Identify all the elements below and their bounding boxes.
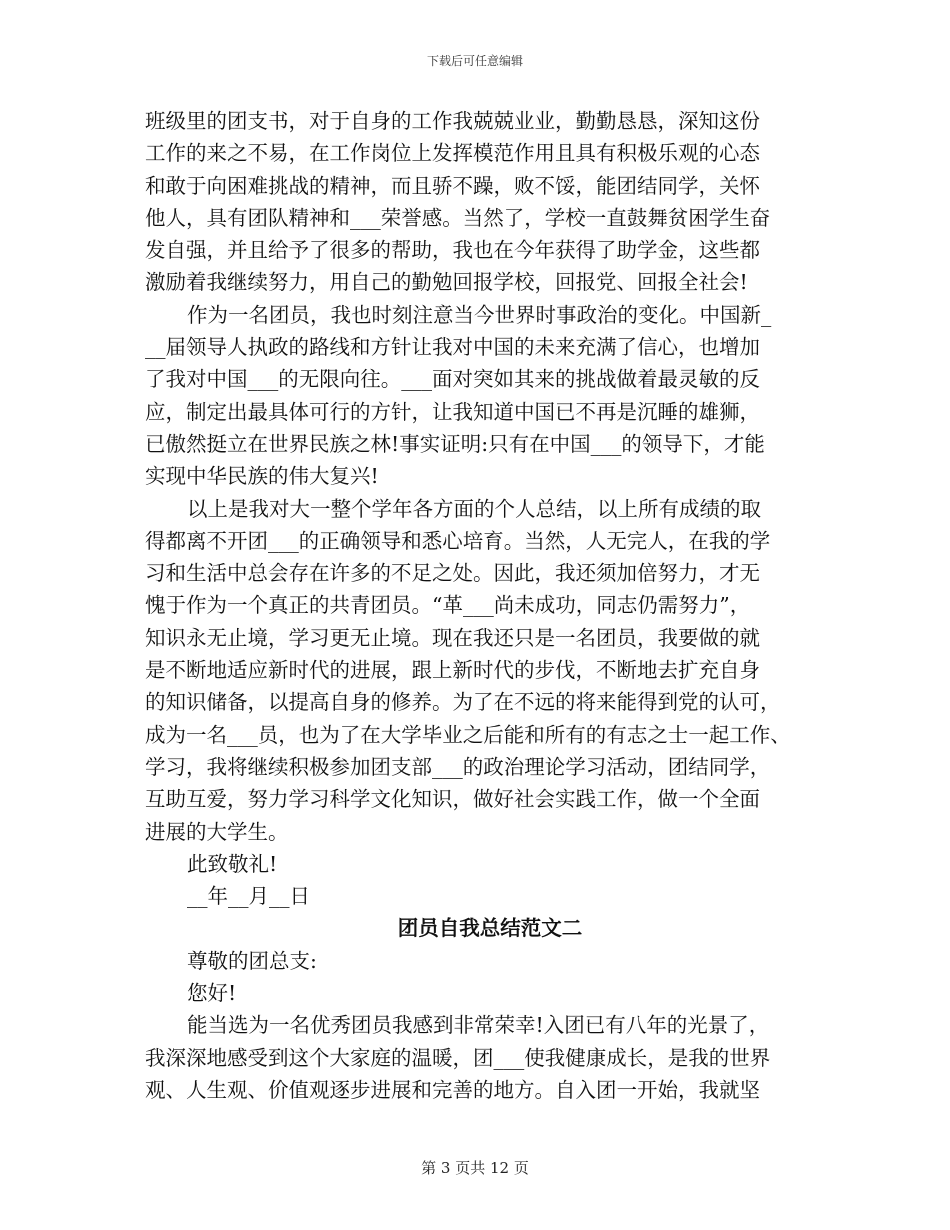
text-line: 实现中华民族的伟大复兴! [145, 464, 379, 489]
text-line: 作为一名团员，我也时刻注意当今世界时事政治的变化。中国新_ [187, 302, 772, 327]
text-line: 发自强，并且给予了很多的帮助，我也在今年获得了助学金，这些都 [145, 238, 760, 263]
text-line: 习和生活中总会存在许多的不足之处。因此，我还须加倍努力，才无 [145, 561, 760, 586]
section-heading: 团员自我总结范文二 [397, 916, 583, 941]
text-line: 成为一名___员，也为了在大学毕业之后能和所有的有志之士一起工作、 [145, 722, 791, 747]
page-footer: 第 3 页共 12 页 [421, 1159, 529, 1177]
text-line: 您好! [187, 981, 237, 1006]
text-line: 学习，我将继续积极参加团支部___的政治理论学习活动，团结同学， [145, 754, 771, 779]
text-line: 进展的大学生。 [145, 819, 289, 844]
text-line: 我深深地感受到这个大家庭的温暖，团___使我健康成长，是我的世界 [145, 1045, 771, 1070]
text-line: __届领导人执政的路线和方针让我对中国的未来充满了信心，也增加 [145, 335, 760, 360]
page-header: 下载后可任意编辑 [426, 54, 523, 68]
text-line: 知识永无止境，学习更无止境。现在我还只是一名团员，我要做的就 [145, 625, 760, 650]
text-line: 和敢于向困难挑战的精神，而且骄不躁，败不馁，能团结同学，关怀 [145, 173, 760, 198]
text-line: 他人，具有团队精神和___荣誉感。当然了，学校一直鼓舞贫困学生奋 [145, 205, 771, 230]
text-line: 互助互爱，努力学习科学文化知识，做好社会实践工作，做一个全面 [145, 787, 760, 812]
text-line: __年__月__日 [187, 884, 310, 909]
text-line: 班级里的团支书，对于自身的工作我兢兢业业，勤勤恳恳，深知这份 [145, 109, 760, 133]
text-line: 的知识储备，以提高自身的修养。为了在不远的将来能得到党的认可， [145, 690, 781, 715]
text-line: 此致敬礼! [187, 851, 278, 876]
text-line: 愧于作为一个真正的共青团员。“革___尚未成功，同志仍需努力”， [145, 593, 751, 618]
text-line: 已傲然挺立在世界民族之林!事实证明:只有在中国___的领导下，才能 [145, 431, 765, 456]
text-line: 得都离不开团___的正确领导和悉心培育。当然，人无完人，在我的学 [145, 528, 771, 553]
text-line: 工作的来之不易，在工作岗位上发挥模范作用且具有积极乐观的心态 [145, 141, 760, 166]
document-body [145, 105, 835, 1106]
text-line: 尊敬的团总支: [187, 948, 317, 973]
text-line: 以上是我对大一整个学年各方面的个人总结，以上所有成绩的取 [187, 496, 761, 521]
text-line: 观、人生观、价值观逐步进展和完善的地方。自入团一开始，我就坚 [145, 1077, 760, 1102]
text-line: 是不断地适应新时代的进展，跟上新时代的步伐，不断地去扩充自身 [145, 658, 760, 683]
text-line: 激励着我继续努力，用自己的勤勉回报学校，回报党、回报全社会! [145, 270, 748, 295]
text-line: 应，制定出最具体可行的方针，让我知道中国已不再是沉睡的雄狮， [145, 399, 760, 424]
text-line: 了我对中国___的无限向往。___面对突如其来的挑战做着最灵敏的反 [145, 367, 760, 392]
text-line: 能当选为一名优秀团员我感到非常荣幸!入团已有八年的光景了， [187, 1013, 770, 1038]
